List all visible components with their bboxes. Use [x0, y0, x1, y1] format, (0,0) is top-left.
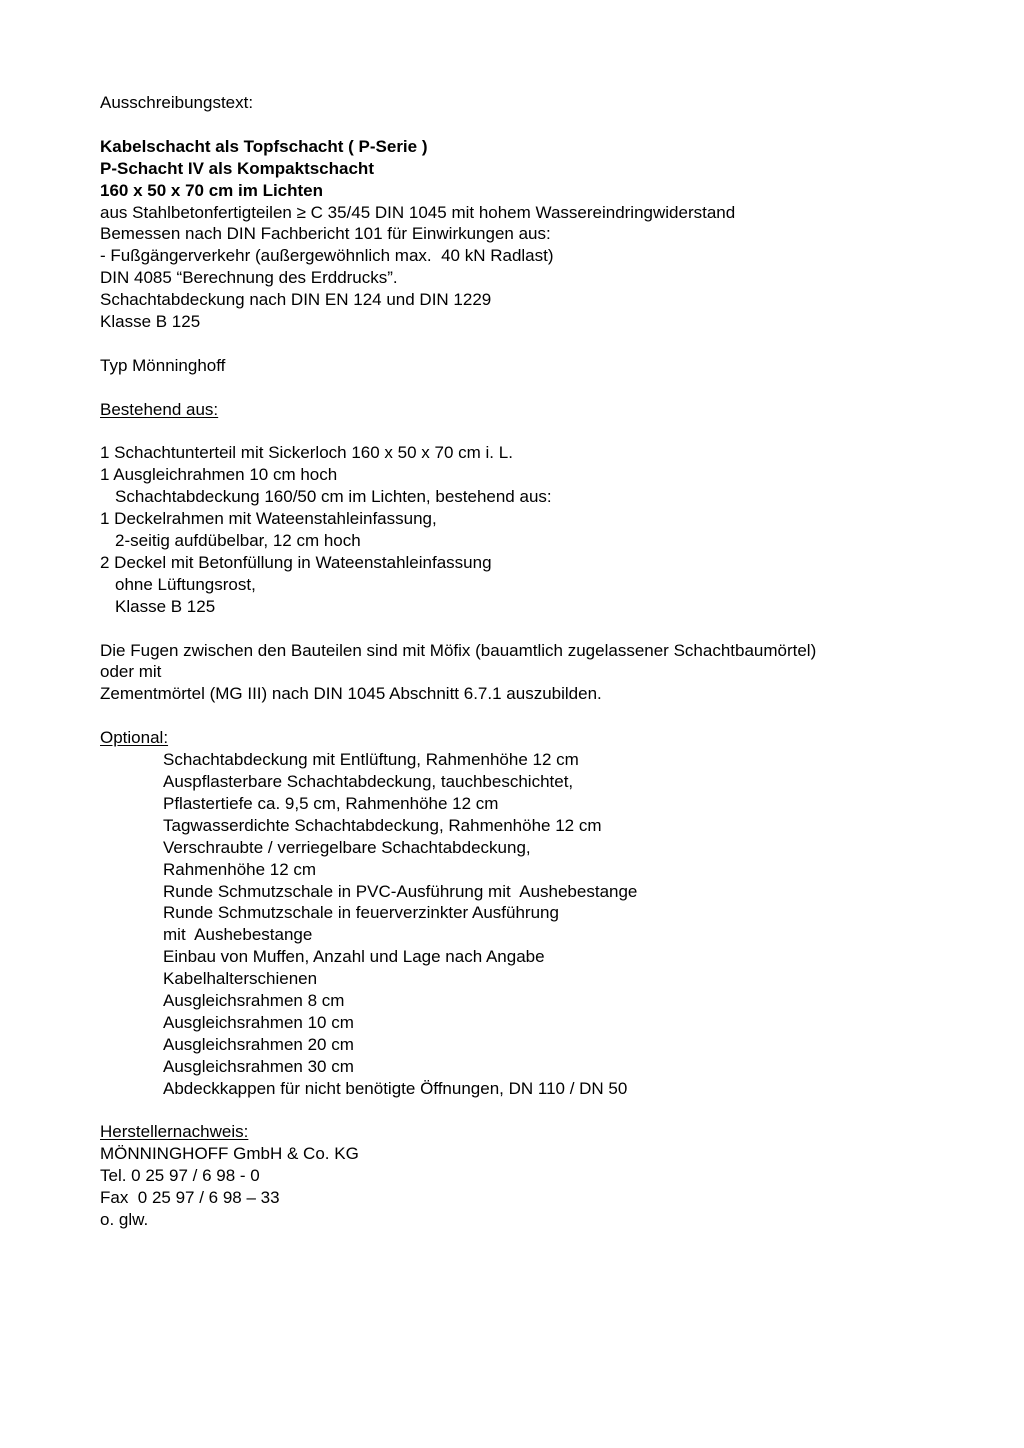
hersteller-line: o. glw. — [100, 1210, 149, 1230]
spec-paragraph — [100, 202, 960, 333]
spec-line: aus Stahlbetonfertigteilen ≥ C 35/45 DIN 1045 mit hohem Wassereindringwiderstand — [100, 202, 736, 222]
optional-heading: Optional: — [100, 728, 169, 748]
optional-item: Runde Schmutzschale in PVC-Ausführung mit Aushebestange — [163, 881, 638, 901]
bestehend-item: 1 Deckelrahmen mit Wateenstahleinfassung, — [100, 509, 437, 529]
spec-line: Klasse B 125 — [100, 312, 201, 332]
bestehend-list — [100, 442, 960, 617]
optional-item: Runde Schmutzschale in feuerverzinkter Ausführung — [163, 903, 559, 923]
optional-item: Pflastertiefe ca. 9,5 cm, Rahmenhöhe 12 cm — [163, 793, 499, 813]
bestehend-item: 2-seitig aufdübelbar, 12 cm hoch — [115, 531, 361, 551]
blank-line — [100, 421, 960, 443]
bestehend-item: Klasse B 125 — [115, 596, 216, 616]
bestehend-item: 1 Ausgleichrahmen 10 cm hoch — [100, 465, 338, 485]
optional-item: Abdeckkappen für nicht benötigte Öffnungen, DN 110 / DN 50 — [163, 1078, 628, 1098]
optional-item: Ausgleichsrahmen 8 cm — [163, 991, 345, 1011]
optional-item: Ausgleichsrahmen 20 cm — [163, 1034, 354, 1054]
optional-item: Tagwasserdichte Schachtabdeckung, Rahmenhöhe 12 cm — [163, 815, 602, 835]
bestehend-item: ohne Lüftungsrost, — [115, 574, 256, 594]
blank-line — [100, 333, 960, 355]
bestehend-item: 1 Schachtunterteil mit Sickerloch 160 x 50 x 70 cm i. L. — [100, 443, 513, 463]
blank-line — [100, 1100, 960, 1122]
bestehend-item: Schachtabdeckung 160/50 cm im Lichten, bestehend aus: — [115, 487, 552, 507]
optional-item: Kabelhalterschienen — [163, 969, 318, 989]
optional-item: Ausgleichsrahmen 30 cm — [163, 1056, 354, 1076]
spec-line: - Fußgängerverkehr (außergewöhnlich max. 40 kN Radlast) — [100, 246, 554, 266]
spec-line: Bemessen nach DIN Fachbericht 101 für Einwirkungen aus: — [100, 224, 551, 244]
blank-line — [100, 377, 960, 399]
optional-list — [100, 749, 960, 1100]
optional-item: Ausgleichsrahmen 10 cm — [163, 1012, 354, 1032]
bestehend-item: 2 Deckel mit Betonfüllung in Wateenstahleinfassung — [100, 552, 492, 572]
hersteller-block — [100, 1143, 960, 1231]
spec-line: Schachtabdeckung nach DIN EN 124 und DIN 1229 — [100, 290, 492, 310]
optional-item: Schachtabdeckung mit Entlüftung, Rahmenhöhe 12 cm — [163, 750, 579, 770]
product-heading-line: Kabelschacht als Topfschacht ( P-Serie ) — [100, 136, 428, 156]
fugen-line: Die Fugen zwischen den Bauteilen sind mit Möfix (bauamtlich zugelassener Schachtbaumörtel) — [100, 640, 817, 660]
optional-item: Auspflasterbare Schachtabdeckung, tauchbeschichtet, — [163, 772, 574, 791]
optional-item: Einbau von Muffen, Anzahl und Lage nach Angabe — [163, 947, 545, 967]
bestehend-heading: Bestehend aus: — [100, 399, 219, 419]
fugen-paragraph — [100, 640, 960, 706]
blank-line — [100, 114, 960, 136]
product-heading-line: 160 x 50 x 70 cm im Lichten — [100, 180, 324, 200]
document-body — [100, 92, 960, 1231]
optional-item: mit Aushebestange — [163, 925, 313, 945]
ausschreibungstext-label: Ausschreibungstext: — [100, 93, 254, 112]
fugen-line: Zementmörtel (MG III) nach DIN 1045 Abschnitt 6.7.1 auszubilden. — [100, 684, 602, 704]
type-line: Typ Mönninghoff — [100, 355, 226, 375]
hersteller-line: MÖNNINGHOFF GmbH & Co. KG — [100, 1144, 359, 1164]
hersteller-heading: Herstellernachweis: — [100, 1122, 249, 1142]
fugen-line: oder mit — [100, 662, 162, 682]
hersteller-line: Tel. 0 25 97 / 6 98 - 0 — [100, 1166, 260, 1186]
blank-line — [100, 618, 960, 640]
blank-line — [100, 705, 960, 727]
product-heading-line: P-Schacht IV als Kompaktschacht — [100, 158, 374, 178]
optional-item: Rahmenhöhe 12 cm — [163, 859, 317, 879]
product-heading — [100, 136, 960, 202]
optional-item: Verschraubte / verriegelbare Schachtabdeckung, — [163, 837, 531, 857]
spec-line: DIN 4085 “Berechnung des Erddrucks”. — [100, 268, 398, 288]
hersteller-line: Fax 0 25 97 / 6 98 – 33 — [100, 1188, 280, 1208]
